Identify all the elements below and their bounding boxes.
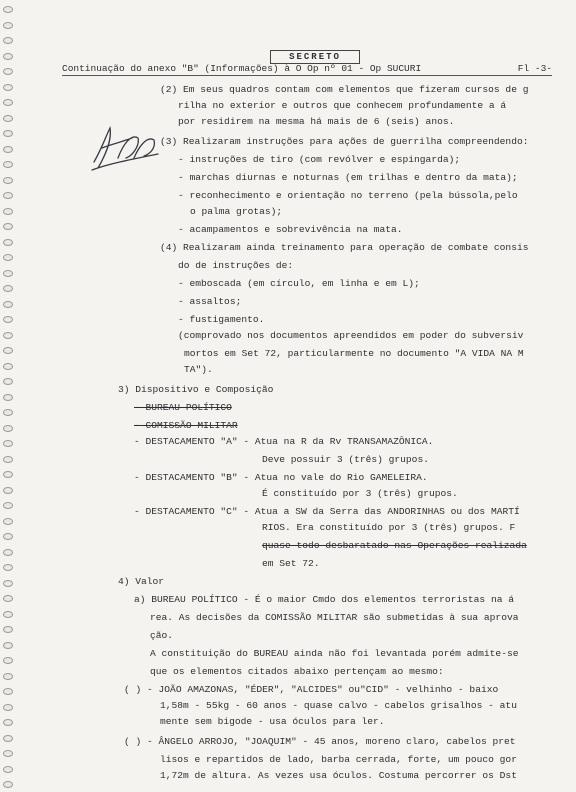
binder-hole xyxy=(3,409,13,416)
binder-hole xyxy=(3,378,13,385)
binder-hole xyxy=(3,239,13,246)
text-line: (3) Realizaram instruções para ações de guerrilha compreendendo: xyxy=(160,136,529,147)
text-line: - marchas diurnas e noturnas (em trilhas e dentro da mata); xyxy=(178,172,518,183)
text-line: É constituído por 3 (três) grupos. xyxy=(262,488,458,499)
binder-hole xyxy=(3,657,13,664)
text-line: - assaltos; xyxy=(178,296,242,307)
text-line: ção. xyxy=(150,630,174,641)
text-line: A constituição do BUREAU ainda não foi levantada porém admite-se xyxy=(150,648,519,659)
binder-hole xyxy=(3,688,13,695)
binder-hole xyxy=(3,177,13,184)
binder-hole xyxy=(3,626,13,633)
text-line: - emboscada (em círculo, em linha e em L); xyxy=(178,278,420,289)
section-heading: 4) Valor xyxy=(118,576,165,587)
binder-hole xyxy=(3,301,13,308)
text-line: ( ) - JOÃO AMAZONAS, "ÉDER", "ALCIDES" ou"CID" - velhinho - baixo xyxy=(124,684,499,695)
text-line: rilha no exterior e outros que conhecem profundamente a á xyxy=(178,100,507,111)
binder-hole xyxy=(3,130,13,137)
binder-hole xyxy=(3,394,13,401)
text-line: a) BUREAU POLÍTICO - É o maior Cmdo dos elementos terroristas na á xyxy=(134,594,514,605)
text-line: RIOS. Era constituído por 3 (três) grupos. F xyxy=(262,522,516,533)
binder-hole xyxy=(3,146,13,153)
binder-hole xyxy=(3,673,13,680)
binder-hole xyxy=(3,53,13,60)
binder-hole xyxy=(3,471,13,478)
page-number: Fl -3- xyxy=(517,63,552,74)
section-heading: 3) Dispositivo e Composição xyxy=(118,384,274,395)
text-line: - DESTACAMENTO "A" - Atua na R da Rv TRANSAMAZÔNICA. xyxy=(134,436,434,447)
text-line: - acampamentos e sobrevivência na mata. xyxy=(178,224,403,235)
binder-hole xyxy=(3,750,13,757)
text-line: 1,72m de altura. As vezes usa óculos. Costuma percorrer os Dst xyxy=(160,770,517,781)
binder-hole xyxy=(3,549,13,556)
binder-holes xyxy=(2,6,16,792)
text-line: Deve possuir 3 (três) grupos. xyxy=(262,454,429,465)
binder-hole xyxy=(3,192,13,199)
binder-hole xyxy=(3,766,13,773)
binder-hole xyxy=(3,533,13,540)
binder-hole xyxy=(3,6,13,13)
binder-hole xyxy=(3,347,13,354)
handwritten-signature xyxy=(88,118,168,174)
binder-hole xyxy=(3,332,13,339)
binder-hole xyxy=(3,735,13,742)
text-line: - DESTACAMENTO "B" - Atua no vale do Rio GAMELEIRA. xyxy=(134,472,428,483)
binder-hole xyxy=(3,440,13,447)
document-header xyxy=(62,63,552,76)
binder-hole xyxy=(3,316,13,323)
text-line: TA"). xyxy=(184,364,213,375)
text-line: lisos e repartidos de lado, barba cerrada, forte, um pouco gor xyxy=(160,754,517,765)
binder-hole xyxy=(3,223,13,230)
binder-hole xyxy=(3,611,13,618)
binder-hole xyxy=(3,285,13,292)
binder-hole xyxy=(3,456,13,463)
classification-stamp: SECRETO xyxy=(270,50,360,64)
text-line: - COMISSÃO MILITAR xyxy=(134,420,238,431)
text-line: - instruções de tiro (com revólver e espingarda); xyxy=(178,154,461,165)
binder-hole xyxy=(3,68,13,75)
binder-hole xyxy=(3,37,13,44)
text-line: por residirem na mesma há mais de 6 (seis) anos. xyxy=(178,116,455,127)
text-line: 1,58m - 55kg - 60 anos - quase calvo - cabelos grisalhos - atu xyxy=(160,700,517,711)
binder-hole xyxy=(3,564,13,571)
binder-hole xyxy=(3,208,13,215)
binder-hole xyxy=(3,270,13,277)
text-line: ( ) - ÂNGELO ARROJO, "JOAQUIM" - 45 anos, moreno claro, cabelos pret xyxy=(124,736,516,747)
text-line: - DESTACAMENTO "C" - Atua a SW da Serra das ANDORINHAS ou dos MARTÍ xyxy=(134,506,520,517)
binder-hole xyxy=(3,704,13,711)
text-line: em Set 72. xyxy=(262,558,320,569)
binder-hole xyxy=(3,518,13,525)
text-line: - BUREAU POLÍTICO xyxy=(134,402,232,413)
binder-hole xyxy=(3,781,13,788)
text-line: rea. As decisões da COMISSÃO MILITAR são submetidas à sua aprova xyxy=(150,612,519,623)
binder-hole xyxy=(3,719,13,726)
binder-hole xyxy=(3,502,13,509)
text-line: quase todo desbaratado nas Operações realizada xyxy=(262,540,527,551)
text-line: (comprovado nos documentos apreendidos em poder do subversiv xyxy=(178,330,524,341)
header-title: Continuação do anexo "B" (Informações) à O Op nº 01 - Op SUCURI xyxy=(62,63,422,74)
binder-hole xyxy=(3,363,13,370)
binder-hole xyxy=(3,22,13,29)
text-line: - reconhecimento e orientação no terreno (pela bússola,pelo xyxy=(178,190,518,201)
binder-hole xyxy=(3,487,13,494)
text-line: mortos em Set 72, particularmente no documento "A VIDA NA M xyxy=(184,348,524,359)
binder-hole xyxy=(3,580,13,587)
text-line: (4) Realizaram ainda treinamento para operação de combate consis xyxy=(160,242,529,253)
text-line: mente sem bigode - usa óculos para ler. xyxy=(160,716,385,727)
binder-hole xyxy=(3,642,13,649)
text-line: que os elementos citados abaixo pertençam ao mesmo: xyxy=(150,666,444,677)
text-line: do de instruções de: xyxy=(178,260,294,271)
binder-hole xyxy=(3,425,13,432)
binder-hole xyxy=(3,595,13,602)
binder-hole xyxy=(3,115,13,122)
binder-hole xyxy=(3,161,13,168)
binder-hole xyxy=(3,254,13,261)
text-line: (2) Em seus quadros contam com elementos que fizeram cursos de g xyxy=(160,84,529,95)
text-line: - fustigamento. xyxy=(178,314,265,325)
binder-hole xyxy=(3,84,13,91)
text-line: o palma grotas); xyxy=(190,206,283,217)
binder-hole xyxy=(3,99,13,106)
